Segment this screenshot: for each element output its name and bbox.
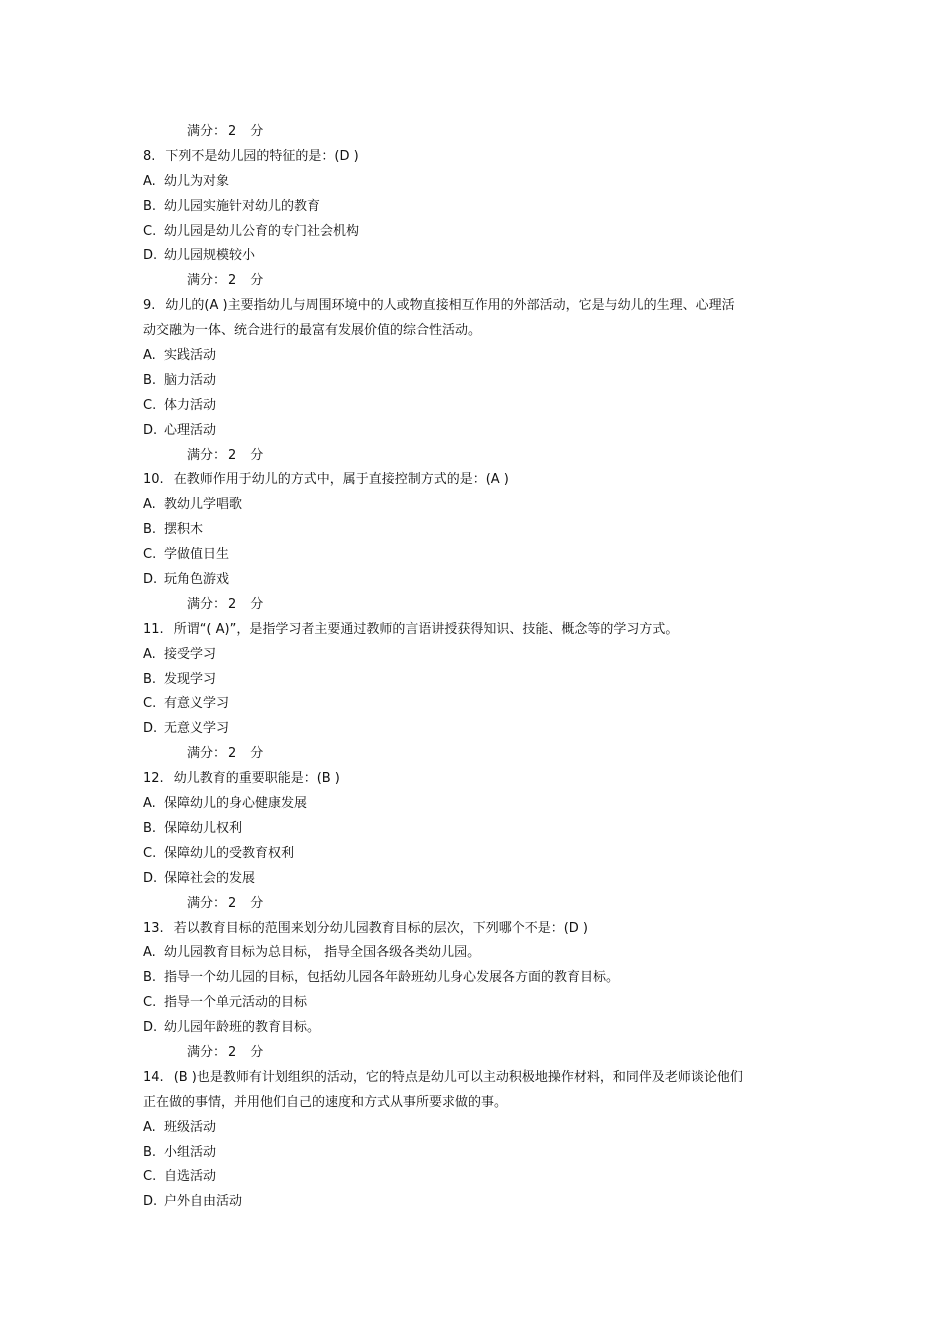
answer-option [143, 493, 813, 518]
option-text: 脑力活动 [164, 372, 217, 388]
score-value: 2 [228, 895, 237, 911]
question-number: 14. [143, 1069, 164, 1085]
option-text: 教幼儿学唱歌 [164, 497, 243, 513]
score-value: 2 [228, 124, 237, 139]
question-number: 13. [143, 920, 164, 936]
option-text: 实践活动 [164, 348, 217, 364]
option-text: 幼儿为对象 [164, 173, 230, 189]
score-unit: 分 [250, 447, 264, 463]
option-text: 摆积木 [164, 522, 204, 538]
answer-option [143, 170, 813, 195]
score-value: 2 [228, 746, 237, 762]
question-number: 9. [143, 298, 156, 314]
option-letter: A. [143, 796, 156, 812]
score-value: 2 [228, 596, 237, 612]
question-text: 幼儿教育的重要职能是：(B ) [173, 771, 340, 787]
answer-option [143, 1165, 813, 1190]
answer-option [143, 244, 813, 269]
option-text: 发现学习 [164, 671, 217, 687]
score-value: 2 [228, 273, 237, 289]
option-text: 小组活动 [164, 1144, 217, 1160]
score-line [143, 593, 813, 618]
score-unit: 分 [250, 746, 264, 762]
answer-option [143, 817, 813, 842]
score-line [143, 444, 813, 469]
score-unit: 分 [250, 596, 264, 612]
question-stem [143, 468, 813, 493]
option-letter: B. [143, 970, 157, 986]
option-letter: D. [143, 870, 158, 886]
option-letter: B. [143, 671, 157, 687]
answer-option [143, 1190, 813, 1215]
option-letter: D. [143, 572, 158, 588]
score-label: 满分： [187, 596, 227, 612]
option-letter: A. [143, 1119, 156, 1135]
option-letter: C. [143, 223, 157, 239]
question-text: 下列不是幼儿园的特征的是：(D ) [165, 148, 359, 164]
score-line [143, 742, 813, 767]
option-letter: D. [143, 422, 158, 438]
option-text: 接受学习 [164, 646, 217, 662]
option-letter: A. [143, 945, 156, 961]
option-letter: D. [143, 1194, 158, 1210]
option-letter: B. [143, 1144, 157, 1160]
score-line [143, 269, 813, 294]
question-list [143, 120, 813, 1215]
answer-option [143, 220, 813, 245]
option-letter: C. [143, 1169, 157, 1185]
option-letter: A. [143, 497, 156, 513]
option-letter: C. [143, 995, 157, 1011]
option-letter: C. [143, 845, 157, 861]
answer-option [143, 369, 813, 394]
score-unit: 分 [250, 124, 264, 139]
question-number: 12. [143, 771, 164, 787]
question-stem-continued: 动交融为一体、统合进行的最富有发展价值的综合性活动。 [143, 323, 482, 339]
option-letter: C. [143, 547, 157, 563]
option-letter: A. [143, 348, 156, 364]
option-letter: B. [143, 522, 157, 538]
answer-option [143, 1016, 813, 1041]
option-letter: A. [143, 646, 156, 662]
option-text: 自选活动 [164, 1169, 217, 1185]
option-text: 保障幼儿权利 [164, 820, 243, 836]
question-stem [143, 767, 813, 792]
question-stem [143, 917, 813, 942]
question-stem-continued: 正在做的事情，并用他们自己的速度和方式从事所要求做的事。 [143, 1094, 508, 1110]
question-number: 8. [143, 148, 156, 164]
option-text: 幼儿园规模较小 [164, 248, 256, 264]
answer-option [143, 518, 813, 543]
option-text: 心理活动 [164, 422, 217, 438]
answer-option [143, 842, 813, 867]
option-text: 幼儿园实施针对幼儿的教育 [164, 198, 321, 214]
answer-option [143, 394, 813, 419]
answer-option [143, 668, 813, 693]
answer-option [143, 966, 813, 991]
option-text: 保障幼儿的受教育权利 [164, 845, 295, 861]
answer-option [143, 941, 813, 966]
question-stem [143, 1066, 813, 1091]
answer-option [143, 867, 813, 892]
option-text: 指导一个幼儿园的目标，包括幼儿园各年龄班幼儿身心发展各方面的教育目标。 [164, 970, 620, 986]
option-letter: C. [143, 397, 157, 413]
question-number: 11. [143, 621, 164, 637]
question-stem [143, 294, 813, 319]
score-label: 满分： [187, 124, 227, 139]
answer-option [143, 643, 813, 668]
answer-option [143, 792, 813, 817]
answer-option [143, 1141, 813, 1166]
option-letter: C. [143, 696, 157, 712]
option-text: 幼儿园是幼儿公育的专门社会机构 [164, 223, 360, 239]
option-text: 指导一个单元活动的目标 [164, 995, 308, 1011]
answer-option [143, 991, 813, 1016]
option-text: 户外自由活动 [164, 1194, 243, 1210]
question-text: 在教师作用于幼儿的方式中，属于直接控制方式的是：(A ) [173, 472, 509, 488]
score-label: 满分： [187, 447, 227, 463]
option-letter: B. [143, 820, 157, 836]
option-text: 无意义学习 [164, 721, 230, 737]
option-text: 保障社会的发展 [164, 870, 256, 886]
option-letter: D. [143, 1020, 158, 1036]
answer-option [143, 568, 813, 593]
answer-option [143, 543, 813, 568]
question-stem [143, 145, 813, 170]
score-label: 满分： [187, 746, 227, 762]
question-text: 幼儿的(A )主要指幼儿与周围环境中的人或物直接相互作用的外部活动，它是与幼儿的生理、心理活 [165, 298, 735, 314]
option-text: 有意义学习 [164, 696, 230, 712]
answer-option [143, 195, 813, 220]
score-value: 2 [228, 447, 237, 463]
score-line [143, 120, 813, 145]
option-text: 保障幼儿的身心健康发展 [164, 796, 308, 812]
option-text: 学做值日生 [164, 547, 230, 563]
question-text: 所谓“( A)”，是指学习者主要通过教师的言语讲授获得知识、技能、概念等的学习方式。 [173, 621, 679, 637]
score-line [143, 1041, 813, 1066]
answer-option [143, 692, 813, 717]
option-text: 体力活动 [164, 397, 217, 413]
option-text: 玩角色游戏 [164, 572, 230, 588]
answer-option [143, 1116, 813, 1141]
option-letter: A. [143, 173, 156, 189]
option-letter: B. [143, 198, 157, 214]
question-stem [143, 618, 813, 643]
answer-option [143, 717, 813, 742]
score-label: 满分： [187, 273, 227, 289]
question-text: (B )也是教师有计划组织的活动，它的特点是幼儿可以主动积极地操作材料，和同伴及老师谈论他们 [173, 1069, 743, 1085]
question-number: 10. [143, 472, 164, 488]
score-unit: 分 [250, 1044, 264, 1060]
score-line [143, 892, 813, 917]
option-letter: B. [143, 372, 157, 388]
score-label: 满分： [187, 895, 227, 911]
score-unit: 分 [250, 895, 264, 911]
option-text: 幼儿园年龄班的教育目标。 [164, 1020, 321, 1036]
score-value: 2 [228, 1044, 237, 1060]
option-letter: D. [143, 721, 158, 737]
answer-option [143, 344, 813, 369]
question-text: 若以教育目标的范围来划分幼儿园教育目标的层次，下列哪个不是：(D ) [173, 920, 588, 936]
option-text: 幼儿园教育目标为总目标， 指导全国各级各类幼儿园。 [164, 945, 481, 961]
answer-option [143, 419, 813, 444]
score-label: 满分： [187, 1044, 227, 1060]
option-letter: D. [143, 248, 158, 264]
score-unit: 分 [250, 273, 264, 289]
option-text: 班级活动 [164, 1119, 217, 1135]
